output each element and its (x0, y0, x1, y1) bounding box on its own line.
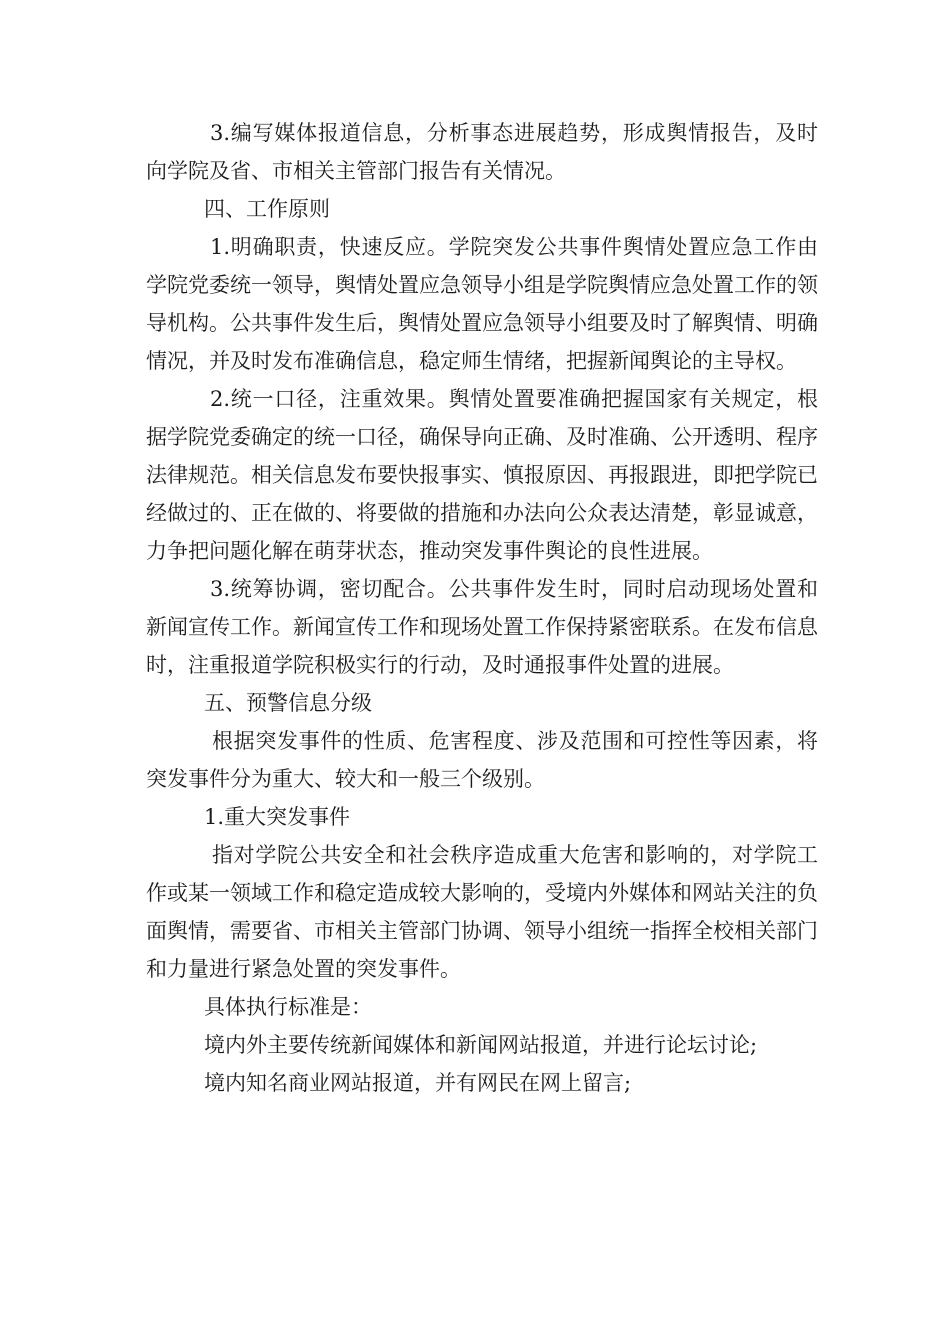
paragraph-criteria-2: 境内知名商业网站报道，并有网民在网上留言; (204, 1071, 632, 1095)
section-heading-warning-levels: 五、预警信息分级 (204, 691, 372, 715)
paragraph-major-incident-definition: 指对学院公共安全和社会秩序造成重大危害和影响的，对学院工作或某一领域工作和稳定造成较大影响的，受境内外媒体和网站关注的负面舆情，需要省、市相关主管部门协调、领导小组统一指挥全校相关部门和力量进行紧急处置的突发事件。 (146, 843, 818, 981)
paragraph-principle-3: 3.统筹协调，密切配合。公共事件发生时，同时启动现场处置和新闻宣传工作。新闻宣传工作和现场处置工作保持紧密联系。在发布信息时，注重报道学院积极实行的行动，及时通报事件处置的进展。 (146, 577, 818, 677)
document-body (146, 114, 818, 1102)
subheading-major-incident: 1.重大突发事件 (204, 805, 351, 829)
paragraph-classification: 根据突发事件的性质、危害程度、涉及范围和可控性等因素，将突发事件分为重大、较大和一般三个级别。 (146, 729, 818, 791)
paragraph-principle-1: 1.明确职责，快速反应。学院突发公共事件舆情处置应急工作由学院党委统一领导，舆情处置应急领导小组是学院舆情应急处置工作的领导机构。公共事件发生后，舆情处置应急领导小组要及时了解舆情、明确情况，并及时发布准确信息，稳定师生情绪，把握新闻舆论的主导权。 (146, 235, 818, 373)
paragraph-principle-2: 2.统一口径，注重效果。舆情处置要准确把握国家有关规定，根据学院党委确定的统一口径，确保导向正确、及时准确、公开透明、程序法律规范。相关信息发布要快报事实、慎报原因、再报跟进，即把学院已经做过的、正在做的、将要做的措施和办法向公众表达清楚，彰显诚意，力争把问题化解在萌芽状态，推动突发事件舆论的良性进展。 (146, 387, 818, 563)
paragraph-media-report: 3.编写媒体报道信息，分析事态进展趋势，形成舆情报告，及时向学院及省、市相关主管部门报告有关情况。 (146, 121, 818, 183)
paragraph-criteria-intro: 具体执行标准是： (204, 995, 372, 1019)
section-heading-work-principles: 四、工作原则 (204, 197, 330, 221)
paragraph-criteria-1: 境内外主要传统新闻媒体和新闻网站报道，并进行论坛讨论; (204, 1033, 758, 1057)
